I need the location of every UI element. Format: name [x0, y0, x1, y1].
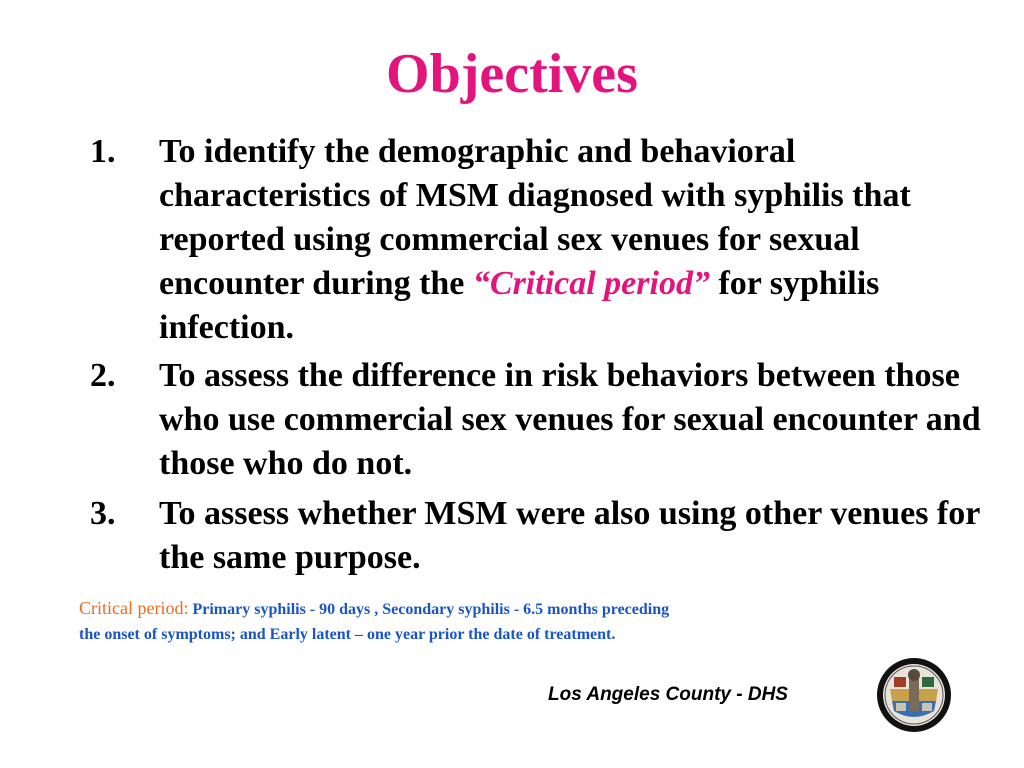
slide-title: Objectives [386, 43, 638, 105]
objective-number: 3. [90, 495, 116, 532]
objective-text: To assess the difference in risk behaviors between those who use commercial sex venues for sexual encounter and those who do not. [159, 357, 981, 482]
critical-period-emphasis: “Critical period” [472, 265, 710, 302]
objective-text-start: To identify the demographic and behavioral characteristics of MSM diagnosed with syphilis that reported using commercial sex venues for sexual encounter during the [159, 133, 911, 302]
objective-text-end: for syphilis infection. [159, 265, 880, 346]
objective-text: To assess whether MSM were also using other venues for the same purpose. [159, 495, 980, 576]
objective-text [159, 130, 989, 350]
footnote-label: Critical period: [79, 598, 189, 618]
objective-number: 2. [90, 357, 116, 394]
agency-name: Los Angeles County - DHS [548, 684, 788, 705]
footnote-text: Primary syphilis - 90 days , Secondary syphilis - 6.5 months preceding the onset of symptoms; and Early latent – one year prior the date of treatment. [79, 601, 670, 643]
county-seal-icon [876, 657, 952, 733]
critical-period-footnote [79, 596, 679, 647]
objective-number: 1. [90, 133, 116, 170]
